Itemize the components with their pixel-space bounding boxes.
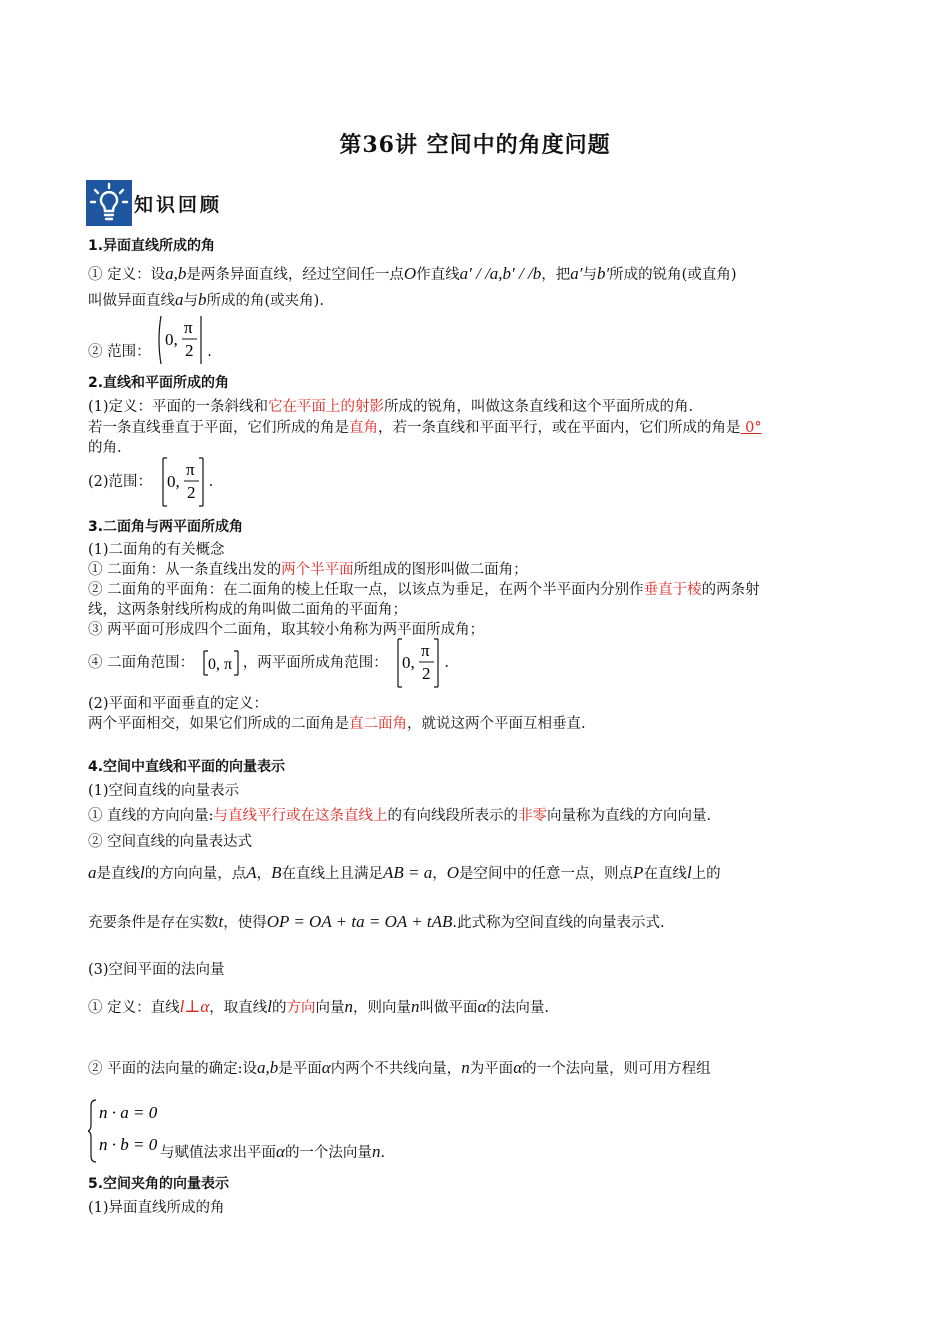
s4-line-3: ② 空间直线的向量表达式	[88, 834, 253, 850]
section-badge-label: 知识回顾	[134, 194, 223, 216]
s5-line-1: (1)异面直线所成的角	[88, 1200, 225, 1216]
section-4-heading: 4.空间中直线和平面的向量表示	[88, 759, 286, 775]
equation-system	[88, 1098, 168, 1168]
svg-text:2: 2	[185, 341, 194, 360]
svg-text:π: π	[184, 318, 193, 337]
section-3-heading: 3.二面角与两平面所成角	[88, 519, 244, 535]
s4-line-4: a是直线l的方向向量，点A，B在直线上且满足AB = a，O是空间中的任意一点，则点P在直线l上的	[88, 863, 721, 882]
s3-line-5: ③ 两平面可形成四个二面角，取其较小角称为两平面所成角；	[88, 622, 485, 638]
s4-line-2: ① 直线的方向向量:与直线平行或在这条直线上的有向线段所表示的非零向量称为直线的方向向量.	[88, 808, 712, 824]
s4-line-7: ① 定义：直线l⊥α，取直线l的方向向量n，则向量n叫做平面α的法向量.	[88, 997, 550, 1016]
s2-range-line: (2)范围： 0, π 2 .	[88, 456, 213, 508]
s4-line-8: ② 平面的法向量的确定:设a,b是平面α内两个不共线向量，n为平面α的一个法向量，则可用方程组	[88, 1058, 711, 1077]
svg-text:π: π	[185, 460, 195, 479]
s1-definition-line: ① 定义：设a,b是两条异面直线，经过空间任一点O作直线a′ / /a,b′ / /b，把a′与b′所成的锐角(或直角)	[88, 264, 737, 283]
interval-zero-pi	[199, 648, 243, 678]
interval-half-pi	[392, 637, 444, 689]
svg-text:n · a = 0: n · a = 0	[99, 1103, 158, 1122]
section-5-heading: 5.空间夹角的向量表示	[88, 1176, 230, 1192]
s2-line-3: 的角.	[88, 440, 122, 456]
svg-text:0, π: 0, π	[207, 656, 232, 673]
s3-line-4: 线，这两条射线所构成的角叫做二面角的平面角；	[88, 602, 407, 618]
s4-line-1: (1)空间直线的向量表示	[88, 783, 240, 799]
interval-half-pi	[155, 314, 207, 366]
svg-text:2: 2	[186, 483, 196, 502]
svg-text:0,: 0,	[165, 330, 178, 349]
interval-half-pi	[157, 456, 209, 508]
svg-text:0,: 0,	[402, 653, 416, 672]
s2-line-2: 若一条直线垂直于平面，它们所成的角是直角，若一条直线和平面平行，或在平面内，它们所成的角是 0°	[88, 420, 762, 436]
s1-definition-line-2: 叫做异面直线a与b所成的角(或夹角).	[88, 290, 324, 309]
s3-line-3: ② 二面角的平面角：在二面角的棱上任取一点，以该点为垂足，在两个半平面内分别作垂直于棱的两条射	[88, 582, 760, 598]
svg-text:0,: 0,	[166, 472, 180, 491]
svg-text:2: 2	[422, 664, 431, 683]
s3-range-line: ④ 二面角范围： 0, π ，两平面所成角范围： 0, π 2 .	[88, 637, 449, 689]
lightbulb-icon	[86, 180, 132, 226]
s3-line-8: 两个平面相交，如果它们所成的二面角是直二面角，就说这两个平面互相垂直.	[88, 716, 586, 732]
svg-text:π: π	[421, 641, 430, 660]
page-title: 第36讲 空间中的角度问题	[339, 132, 611, 158]
s4-line-9: 与赋值法求出平面α的一个法向量n.	[160, 1142, 386, 1161]
section-1-heading: 1.异面直线所成的角	[88, 238, 216, 254]
svg-text:n · b = 0: n · b = 0	[99, 1135, 158, 1154]
s2-definition: (1)定义：平面的一条斜线和它在平面上的射影所成的锐角，叫做这条直线和这个平面所成的角.	[88, 399, 694, 415]
s4-line-5: 充要条件是存在实数t，使得OP = OA + ta = OA + tAB.此式称为空间直线的向量表示式.	[88, 912, 665, 931]
s1-range-line: ② 范围： 0, π 2 .	[88, 314, 212, 366]
s3-line-1: (1)二面角的有关概念	[88, 542, 225, 558]
s3-line-7: (2)平面和平面垂直的定义：	[88, 696, 269, 712]
s3-line-2: ① 二面角：从一条直线出发的两个半平面所组成的图形叫做二面角；	[88, 562, 528, 578]
section-2-heading: 2.直线和平面所成的角	[88, 375, 230, 391]
s4-line-6: (3)空间平面的法向量	[88, 962, 225, 978]
